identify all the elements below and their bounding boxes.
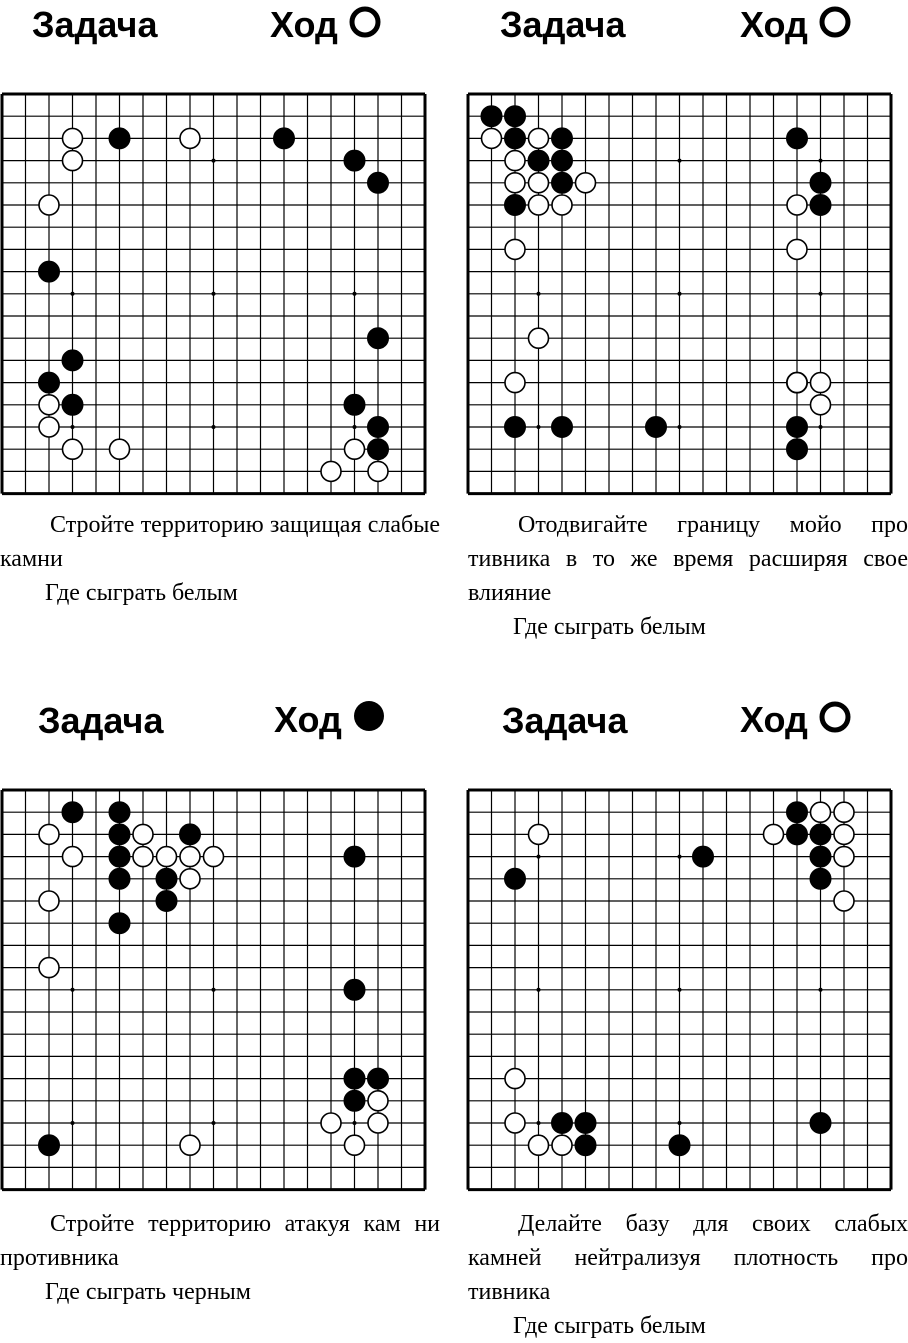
white-stone (133, 824, 153, 844)
black-stone (62, 802, 83, 823)
black-stone (552, 128, 573, 149)
white-stone (505, 239, 525, 259)
black-stone (180, 824, 201, 845)
black-stone (505, 128, 526, 149)
white-stone (811, 395, 831, 415)
white-stone-icon (818, 5, 852, 44)
white-stone (39, 891, 59, 911)
black-stone (274, 128, 295, 149)
white-stone (180, 869, 200, 889)
problem-4-move-indicator (740, 700, 852, 739)
black-stone (156, 891, 177, 912)
black-stone (368, 328, 389, 349)
black-stone (810, 868, 831, 889)
white-stone (787, 239, 807, 259)
star-point (71, 1121, 75, 1125)
problem-1-move-indicator (270, 5, 382, 44)
problem-4-move-label: Ход (740, 698, 808, 740)
problem-3-description-block (0, 1207, 440, 1309)
white-stone (505, 1113, 525, 1133)
white-stone (110, 439, 130, 459)
black-stone (575, 1135, 596, 1156)
black-stone-icon (352, 700, 386, 739)
black-stone (39, 261, 60, 282)
white-stone (505, 173, 525, 193)
white-stone (834, 891, 854, 911)
black-stone (787, 824, 808, 845)
black-stone (39, 372, 60, 393)
white-stone (834, 847, 854, 867)
white-stone (39, 958, 59, 978)
white-stone (529, 173, 549, 193)
white-stone (505, 151, 525, 171)
black-stone (368, 417, 389, 438)
white-stone (529, 328, 549, 348)
black-stone (62, 350, 83, 371)
white-stone (552, 1135, 572, 1155)
star-point (819, 159, 823, 163)
problem-2-title: Задача (500, 4, 626, 45)
black-stone (109, 824, 130, 845)
star-point (819, 425, 823, 429)
star-point (678, 159, 682, 163)
problem-3-description: Стройте территорию атакуя кам ни противника (0, 1211, 440, 1271)
problem-2-go-board[interactable] (466, 92, 900, 498)
star-point (212, 292, 216, 296)
black-stone (810, 172, 831, 193)
problem-1-title: Задача (32, 4, 158, 45)
white-stone (576, 173, 596, 193)
problem-3-go-board[interactable] (0, 788, 434, 1194)
problem-4-go-board[interactable] (466, 788, 900, 1194)
problem-2-description: Отодвигайте границу мойо про тивника в то же время расширяя свое влияние (468, 512, 908, 606)
white-stone (180, 1135, 200, 1155)
white-stone (552, 195, 572, 215)
white-stone (529, 824, 549, 844)
star-point (212, 159, 216, 163)
white-stone (505, 1069, 525, 1089)
star-point (353, 292, 357, 296)
white-stone (345, 1135, 365, 1155)
star-point (71, 425, 75, 429)
black-stone (528, 150, 549, 171)
white-stone (505, 373, 525, 393)
white-stone (204, 847, 224, 867)
white-stone (368, 461, 388, 481)
white-stone (63, 847, 83, 867)
problem-4-question: Где сыграть белым (513, 1313, 706, 1339)
black-stone (552, 1113, 573, 1134)
white-stone-icon (348, 5, 382, 44)
white-stone (529, 128, 549, 148)
problem-2-description-block (468, 508, 908, 644)
black-stone (109, 128, 130, 149)
black-stone (552, 417, 573, 438)
white-stone (368, 1113, 388, 1133)
white-stone (834, 802, 854, 822)
white-stone (811, 373, 831, 393)
black-stone (368, 172, 389, 193)
black-stone (481, 106, 502, 127)
black-stone (693, 846, 714, 867)
white-stone (39, 395, 59, 415)
black-stone (505, 868, 526, 889)
black-stone (810, 824, 831, 845)
white-stone (321, 461, 341, 481)
white-stone (39, 824, 59, 844)
black-stone (505, 106, 526, 127)
black-stone (810, 195, 831, 216)
black-stone (344, 150, 365, 171)
problem-3-move-label: Ход (274, 698, 342, 740)
star-point (71, 988, 75, 992)
star-point (537, 988, 541, 992)
black-stone (787, 439, 808, 460)
white-stone (63, 128, 83, 148)
white-stone (321, 1113, 341, 1133)
problem-4-title: Задача (502, 700, 628, 741)
white-stone (180, 847, 200, 867)
problem-1-description-block (0, 508, 440, 610)
black-stone (787, 417, 808, 438)
white-stone (180, 128, 200, 148)
white-stone (787, 373, 807, 393)
problem-3-move-indicator (274, 700, 386, 739)
white-stone (811, 802, 831, 822)
star-point (537, 292, 541, 296)
problem-2-move-label: Ход (740, 3, 808, 45)
star-point (537, 1121, 541, 1125)
white-stone-icon (818, 700, 852, 739)
white-stone-icon-svg (818, 5, 852, 39)
problem-1-go-board[interactable] (0, 92, 434, 498)
white-stone (63, 151, 83, 171)
problem-4-description-block (468, 1207, 908, 1343)
black-stone (344, 846, 365, 867)
black-stone (109, 913, 130, 934)
black-stone (344, 1090, 365, 1111)
problem-3-question: Где сыграть черным (45, 1279, 251, 1305)
problem-2-move-indicator (740, 5, 852, 44)
white-stone (39, 417, 59, 437)
star-point (353, 425, 357, 429)
black-stone (505, 417, 526, 438)
white-stone-icon-svg (348, 5, 382, 39)
black-stone (156, 868, 177, 889)
black-stone (810, 1113, 831, 1134)
star-point (71, 292, 75, 296)
white-stone (764, 824, 784, 844)
problem-2-question: Где сыграть белым (513, 614, 706, 640)
black-stone (787, 802, 808, 823)
star-point (537, 425, 541, 429)
black-stone (344, 1068, 365, 1089)
star-point (353, 1121, 357, 1125)
white-stone (63, 439, 83, 459)
star-point (212, 1121, 216, 1125)
problem-1-description: Стройте территорию защищая слабые камни (0, 512, 440, 572)
star-point (678, 855, 682, 859)
problem-3-title: Задача (38, 700, 164, 741)
white-stone (39, 195, 59, 215)
white-stone (345, 439, 365, 459)
problem-1-move-label: Ход (270, 3, 338, 45)
black-stone (344, 979, 365, 1000)
star-point (678, 425, 682, 429)
black-stone (368, 1068, 389, 1089)
black-stone (109, 802, 130, 823)
star-point (537, 855, 541, 859)
black-stone (109, 846, 130, 867)
star-point (678, 292, 682, 296)
star-point (212, 425, 216, 429)
white-stone-icon-svg (818, 700, 852, 734)
black-stone (39, 1135, 60, 1156)
white-stone (482, 128, 502, 148)
star-point (678, 988, 682, 992)
white-stone (529, 195, 549, 215)
black-stone (368, 439, 389, 460)
black-stone (669, 1135, 690, 1156)
star-point (212, 988, 216, 992)
black-stone (344, 394, 365, 415)
star-point (678, 1121, 682, 1125)
black-stone (552, 172, 573, 193)
white-stone (368, 1091, 388, 1111)
black-stone (109, 868, 130, 889)
white-stone (834, 824, 854, 844)
star-point (819, 292, 823, 296)
black-stone (810, 846, 831, 867)
problem-1-question: Где сыграть белым (45, 580, 238, 606)
white-stone (529, 1135, 549, 1155)
black-stone (787, 128, 808, 149)
white-stone (787, 195, 807, 215)
black-stone (646, 417, 667, 438)
black-stone (575, 1113, 596, 1134)
star-point (819, 988, 823, 992)
white-stone (133, 847, 153, 867)
black-stone (62, 394, 83, 415)
black-stone (505, 195, 526, 216)
black-stone (552, 150, 573, 171)
problem-4-description: Делайте базу для своих слабых камней нейтрализуя плотность про тивника (468, 1211, 908, 1305)
black-stone-icon-svg (352, 700, 386, 734)
white-stone (157, 847, 177, 867)
